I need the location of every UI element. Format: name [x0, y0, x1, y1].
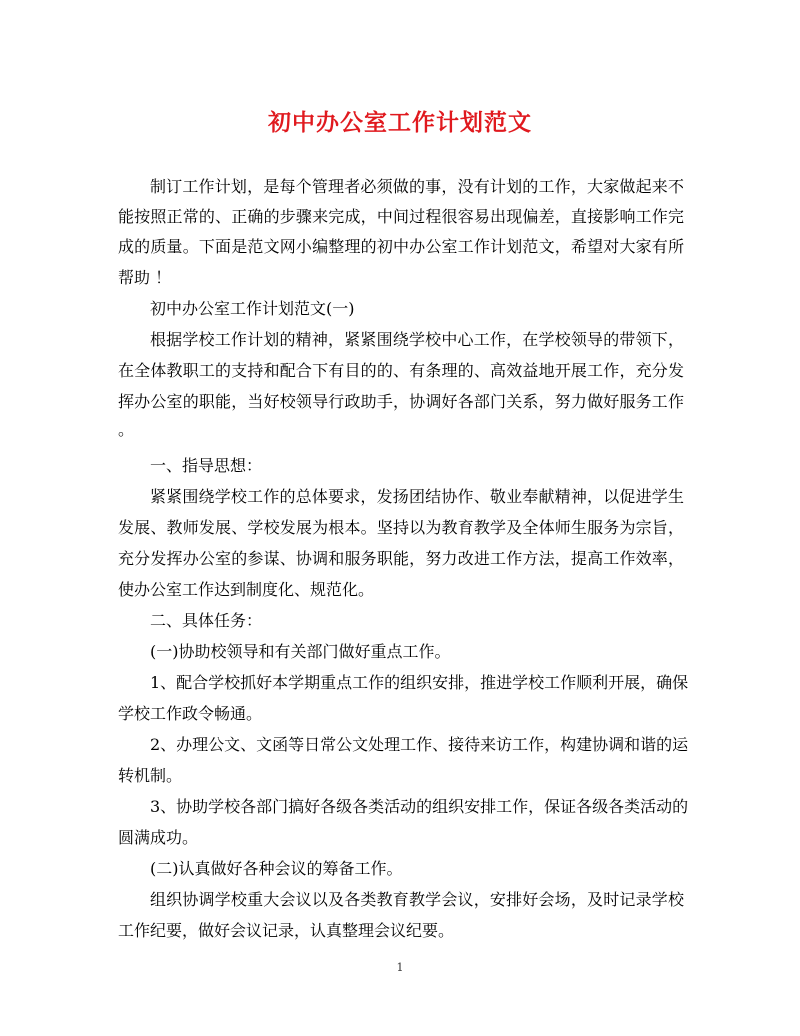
section-heading: 初中办公室工作计划范文(一)	[150, 299, 355, 318]
subsection-heading: (一)协助校领导和有关部门做好重点工作。	[150, 642, 451, 661]
body-line: 能按照正常的、正确的步骤来完成，中间过程很容易出现偏差，直接影响工作完	[118, 207, 684, 226]
body-line: 学校工作政令畅通。	[118, 704, 263, 723]
body-line: 圆满成功。	[118, 828, 199, 847]
document-title: 初中办公室工作计划范文	[268, 109, 532, 136]
body-line: 发展、教师发展、学校发展为根本。坚持以为教育教学及全体师生服务为宗旨，	[118, 518, 684, 537]
body-line: 转机制。	[118, 766, 183, 785]
body-line: 。	[118, 420, 135, 439]
subsection-heading: (二)认真做好各种会议的筹备工作。	[150, 859, 403, 878]
section-heading: 二、具体任务：	[150, 611, 263, 630]
body-line: 制订工作计划，是每个管理者必须做的事，没有计划的工作，大家做起来不	[150, 177, 684, 196]
body-line: 1、配合学校抓好本学期重点工作的组织安排，推进学校工作顺利开展，确保	[150, 673, 689, 692]
body-line: 成的质量。下面是范文网小编整理的初中办公室工作计划范文，希望对大家有所	[118, 237, 684, 256]
section-heading: 一、指导思想：	[150, 456, 263, 475]
page-number: 1	[396, 961, 404, 974]
body-line: 挥办公室的职能，当好校领导行政助手，协调好各部门关系，努力做好服务工作	[118, 392, 684, 411]
body-line: 组织协调学校重大会议以及各类教育教学会议，安排好会场，及时记录学校	[150, 890, 684, 909]
body-line: 充分发挥办公室的参谋、协调和服务职能，努力改进工作方法，提高工作效率，	[118, 549, 684, 568]
body-line: 工作纪要，做好会议记录，认真整理会议纪要。	[118, 921, 455, 940]
body-line: 根据学校工作计划的精神，紧紧围绕学校中心工作，在学校领导的带领下，	[150, 330, 684, 349]
body-line: 紧紧围绕学校工作的总体要求，发扬团结协作、敬业奉献精神，以促进学生	[150, 487, 684, 506]
body-line: 在全体教职工的支持和配合下有目的的、有条理的、高效益地开展工作，充分发	[118, 361, 684, 380]
body-line: 帮助 ！	[118, 268, 172, 287]
body-line: 2、办理公文、文函等日常公文处理工作、接待来访工作，构建协调和谐的运	[150, 735, 689, 754]
body-line: 3、协助学校各部门搞好各级各类活动的组织安排工作，保证各级各类活动的	[150, 797, 689, 816]
body-line: 使办公室工作达到制度化、规范化。	[118, 580, 375, 599]
